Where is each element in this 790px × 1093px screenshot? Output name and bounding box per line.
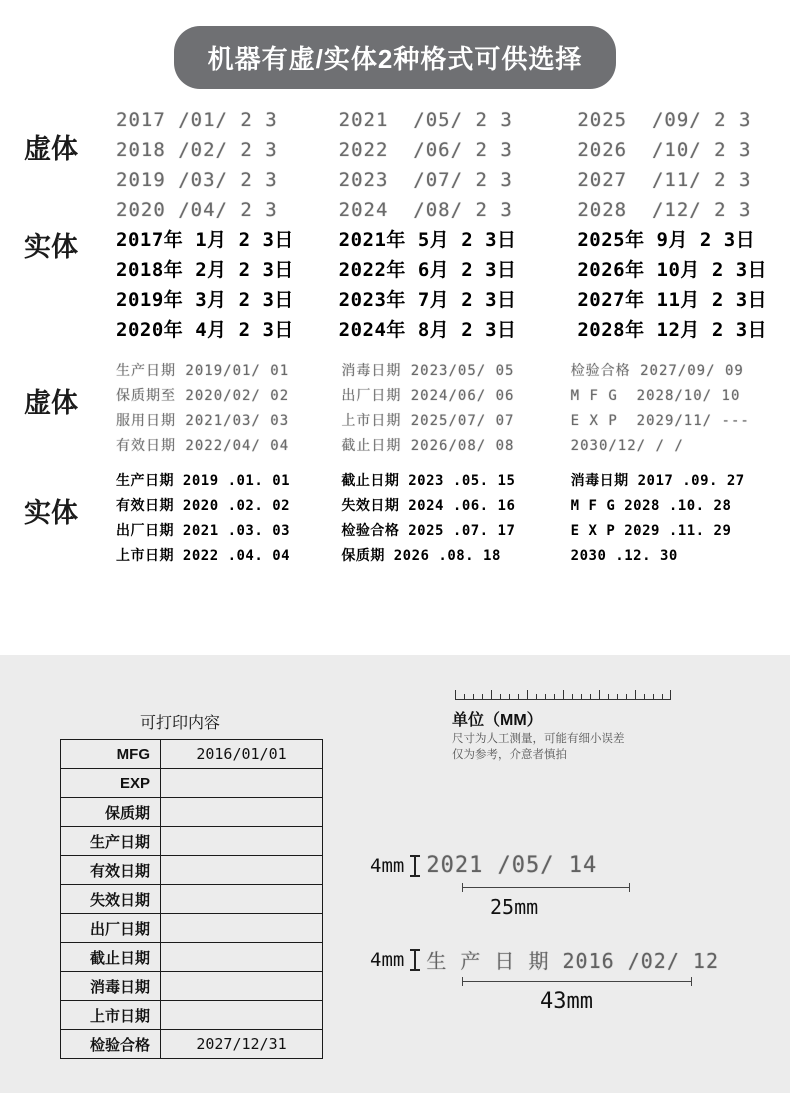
table-row (61, 914, 322, 943)
sample-line: 2019 /03/ 2 3 (116, 169, 278, 191)
sample-line: 生产日期 2019/01/ 01 (116, 363, 290, 379)
measure1-height: 4mm (370, 854, 405, 877)
sample-column (92, 469, 335, 569)
sample-line: M F G 2028/10/ 10 (570, 388, 741, 404)
table-cell-label: 生产日期 (61, 827, 161, 855)
sample-line: 2023年 7月 2 3日 (338, 289, 517, 311)
section-label: 虚体 (24, 388, 78, 418)
sample-line: 2027年 11月 2 3日 (577, 289, 768, 311)
table-row (61, 1001, 322, 1030)
sample-line: 2027 /11/ 2 3 (577, 169, 752, 191)
sample-line: 截止日期 2023 .05. 15 (341, 473, 516, 489)
sample-line: 2022年 6月 2 3日 (338, 259, 517, 281)
sample-line: 检验合格 2025 .07. 17 (341, 523, 516, 539)
measurement-sample-1 (370, 853, 597, 878)
sample-section-virtual-big (0, 105, 790, 225)
sample-line: E X P 2029 .11. 29 (570, 523, 732, 539)
sample-column (335, 359, 560, 459)
measure1-sample: 2021 /05/ 14 (426, 853, 598, 878)
sample-line: 2021 /05/ 2 3 (338, 109, 513, 131)
sample-line: 2018年 2月 2 3日 (116, 259, 294, 281)
sample-column (561, 469, 790, 569)
sample-line: 2020年 4月 2 3日 (116, 319, 294, 341)
sample-column (92, 225, 329, 345)
ruler-icon (455, 685, 671, 700)
sample-line: 2030/12/ / / (570, 438, 684, 454)
sample-line: E X P 2029/11/ --- (570, 413, 750, 429)
table-cell-label: 消毒日期 (61, 972, 161, 1000)
sample-line: 上市日期 2022 .04. 04 (116, 548, 291, 564)
table-row (61, 972, 322, 1001)
table-row (61, 827, 322, 856)
sample-line: 出厂日期 2024/06/ 06 (341, 388, 515, 404)
table-cell-label: 出厂日期 (61, 914, 161, 942)
sample-line: 消毒日期 2023/05/ 05 (341, 363, 515, 379)
measure-note-line1: 尺寸为人工测量，可能有细小误差 (452, 733, 625, 745)
sample-line: 2019年 3月 2 3日 (116, 289, 294, 311)
section-columns (92, 105, 790, 225)
sample-column (551, 105, 790, 225)
table-cell-label: 失效日期 (61, 885, 161, 913)
section-label: 实体 (24, 232, 78, 262)
sample-line: 上市日期 2025/07/ 07 (341, 413, 515, 429)
specs-panel (0, 655, 790, 1093)
measure2-sample: 生 产 日 期 2016 /02/ 12 (426, 949, 719, 973)
table-row (61, 885, 322, 914)
sample-line: 2018 /02/ 2 3 (116, 139, 278, 161)
table-row (61, 1030, 322, 1058)
table-row (61, 856, 322, 885)
table-cell-label: MFG (61, 740, 161, 768)
sample-line: 生产日期 2019 .01. 01 (116, 473, 291, 489)
table-row (61, 798, 322, 827)
table-cell-label: 有效日期 (61, 856, 161, 884)
table-cell-value: 2016/01/01 (196, 745, 287, 763)
sample-line: 失效日期 2024 .06. 16 (341, 498, 516, 514)
sample-line: 2028年 12月 2 3日 (577, 319, 768, 341)
sample-column (92, 359, 335, 459)
table-row (61, 943, 322, 972)
sample-section-solid-small (0, 469, 790, 569)
measure2-width: 43mm (540, 989, 593, 1014)
height-tick-icon (414, 855, 416, 877)
measure-note (452, 731, 625, 763)
sample-line: 2028 /12/ 2 3 (577, 199, 752, 221)
table-cell-label: 截止日期 (61, 943, 161, 971)
height-tick-icon (414, 949, 416, 971)
header-banner-wrap (0, 0, 790, 89)
sample-line: M F G 2028 .10. 28 (570, 498, 732, 514)
sample-line: 截止日期 2026/08/ 08 (341, 438, 515, 454)
section-columns (92, 359, 790, 459)
sample-line: 2020 /04/ 2 3 (116, 199, 278, 221)
sample-line: 消毒日期 2017 .09. 27 (570, 473, 745, 489)
printable-content-table (60, 739, 323, 1059)
sample-section-solid-big (0, 225, 790, 345)
sample-column (335, 469, 560, 569)
sample-line: 2026 /10/ 2 3 (577, 139, 752, 161)
measure1-width: 25mm (490, 895, 539, 919)
table-row (61, 740, 322, 769)
measure2-width-bar (462, 981, 692, 982)
sample-line: 2024年 8月 2 3日 (338, 319, 517, 341)
table-cell-label: EXP (61, 769, 161, 797)
sample-column (329, 225, 552, 345)
sample-line: 检验合格 2027/09/ 09 (570, 363, 744, 379)
sample-column (561, 359, 790, 459)
sample-line: 2024 /08/ 2 3 (338, 199, 513, 221)
section-columns (92, 469, 790, 569)
sample-line: 2023 /07/ 2 3 (338, 169, 513, 191)
unit-label: 单位（MM） (452, 712, 543, 729)
sample-column (92, 105, 329, 225)
sample-column (329, 105, 552, 225)
sample-line: 2017年 1月 2 3日 (116, 229, 294, 251)
sample-line: 2021年 5月 2 3日 (338, 229, 517, 251)
section-label: 虚体 (24, 134, 78, 164)
sample-line: 有效日期 2020 .02. 02 (116, 498, 291, 514)
table-cell-label: 检验合格 (61, 1030, 161, 1058)
sample-line: 2026年 10月 2 3日 (577, 259, 768, 281)
sample-line: 2022 /06/ 2 3 (338, 139, 513, 161)
table-cell-label: 上市日期 (61, 1001, 161, 1029)
sample-line: 保质期至 2020/02/ 02 (116, 388, 290, 404)
sample-line: 2025 /09/ 2 3 (577, 109, 752, 131)
sample-line: 2017 /01/ 2 3 (116, 109, 278, 131)
samples-area (0, 89, 790, 575)
table-row (61, 769, 322, 798)
section-label: 实体 (24, 498, 78, 528)
section-columns (92, 225, 790, 345)
page-title: 机器有虚/实体2种格式可供选择 (174, 26, 617, 89)
sample-line: 有效日期 2022/04/ 04 (116, 438, 290, 454)
table-cell-label: 保质期 (61, 798, 161, 826)
measure1-width-bar (462, 887, 630, 888)
sample-line: 2030 .12. 30 (570, 548, 678, 564)
sample-line: 出厂日期 2021 .03. 03 (116, 523, 291, 539)
measure-note-line2: 仅为参考，介意者慎拍 (452, 749, 567, 761)
sample-section-virtual-small (0, 359, 790, 459)
measure2-height: 4mm (370, 948, 405, 971)
sample-line: 服用日期 2021/03/ 03 (116, 413, 290, 429)
measurement-sample-2 (370, 945, 719, 974)
table-cell-value: 2027/12/31 (196, 1035, 287, 1053)
sample-line: 2025年 9月 2 3日 (577, 229, 756, 251)
printable-content-title: 可打印内容 (140, 715, 221, 732)
sample-line: 保质期 2026 .08. 18 (341, 548, 501, 564)
sample-column (551, 225, 790, 345)
